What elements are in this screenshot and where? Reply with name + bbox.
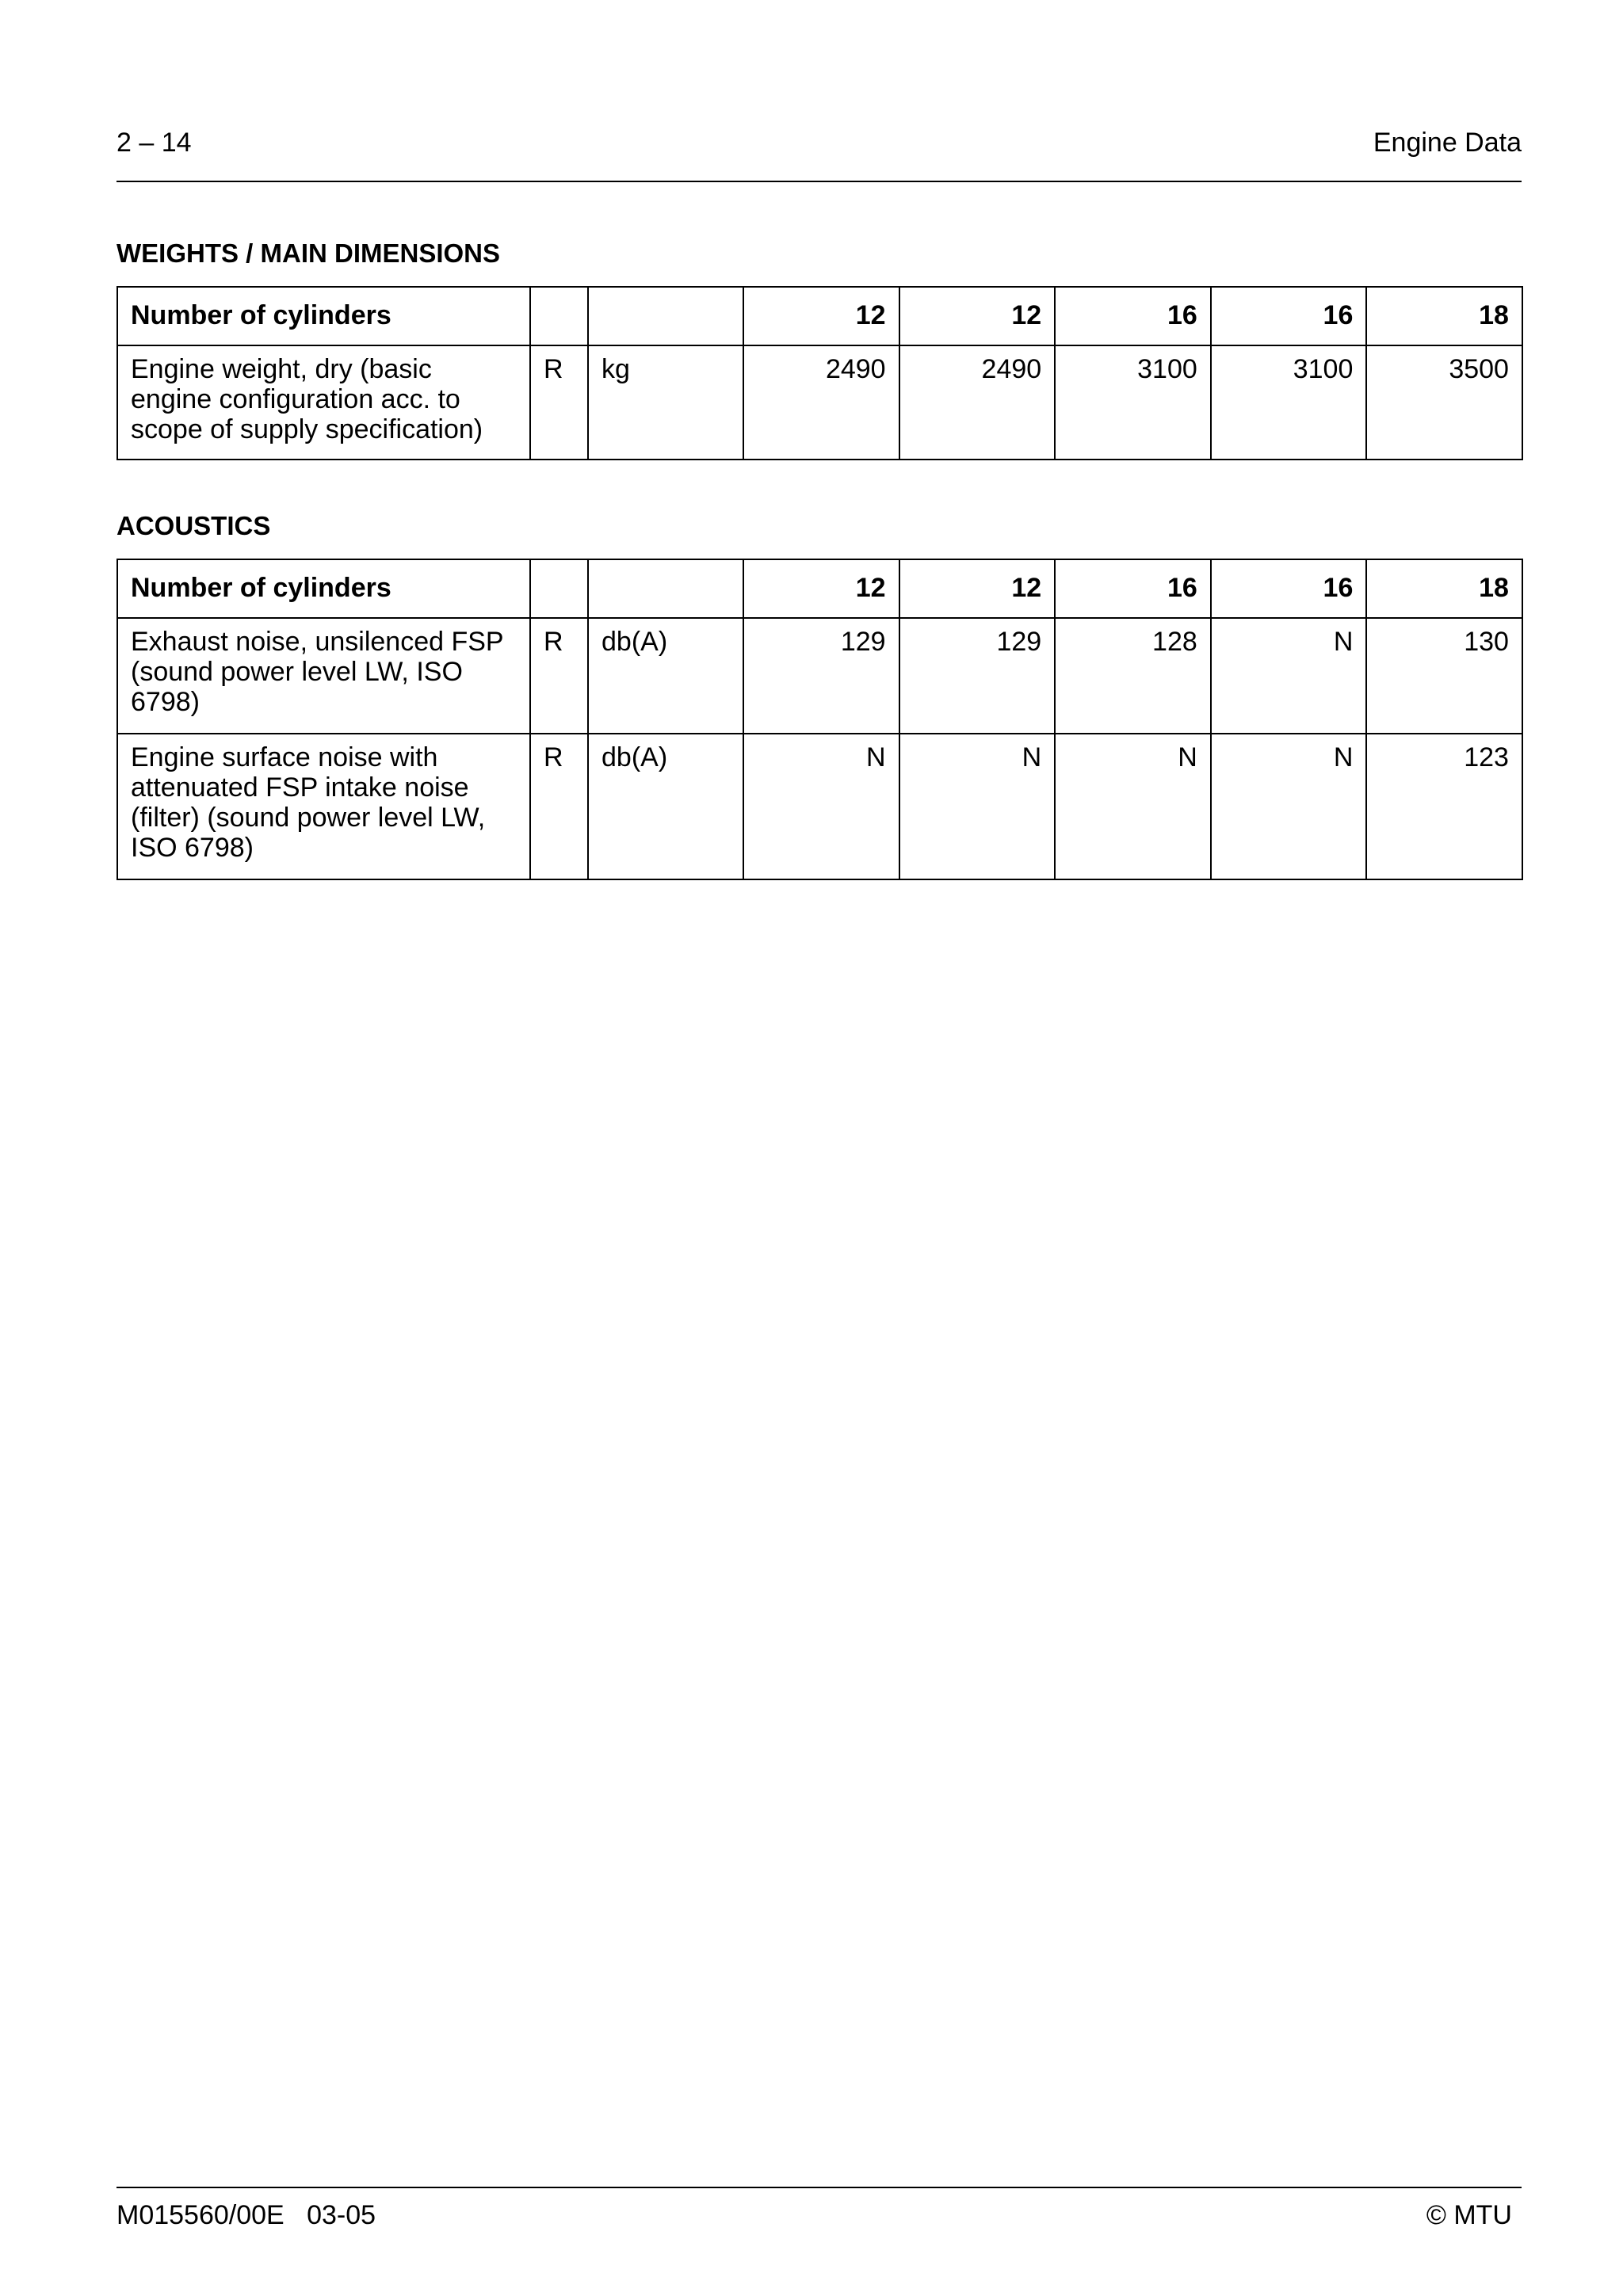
row-value-cell: N [1211, 734, 1367, 879]
page-number: 2 – 14 [116, 128, 192, 158]
footer-document-info [116, 2199, 376, 2231]
header-value-cell: 18 [1366, 559, 1522, 618]
weights-section-title: WEIGHTS / MAIN DIMENSIONS [116, 238, 501, 268]
document-id: M015560/00E [116, 2200, 285, 2230]
header-unit-cell [588, 287, 743, 345]
weights-table [116, 286, 1523, 460]
table-row [117, 618, 1522, 734]
header-value-cell: 12 [899, 559, 1056, 618]
header-rule [116, 181, 1522, 182]
row-value-cell: N [743, 734, 899, 879]
header-value-cell: 16 [1055, 287, 1211, 345]
table-row [117, 345, 1522, 460]
copyright: © MTU [1426, 2200, 1512, 2230]
row-flag-cell: R [530, 734, 588, 879]
row-value-cell: 129 [743, 618, 899, 734]
row-value-cell: 2490 [899, 345, 1056, 460]
row-value-cell: N [1055, 734, 1211, 879]
row-unit-cell: kg [588, 345, 743, 460]
row-flag-cell: R [530, 618, 588, 734]
row-value-cell: 2490 [743, 345, 899, 460]
row-flag-cell: R [530, 345, 588, 460]
row-value-cell: 3100 [1055, 345, 1211, 460]
table-header-row [117, 287, 1522, 345]
table-row [117, 734, 1522, 879]
row-label-cell: Engine surface noise with attenuated FSP intake noise (filter) (sound power level LW, ISO 6798) [117, 734, 530, 879]
header-label-cell: Number of cylinders [117, 287, 530, 345]
row-value-cell: 129 [899, 618, 1056, 734]
section-name: Engine Data [1373, 128, 1522, 158]
row-value-cell: N [899, 734, 1056, 879]
row-value-cell: N [1211, 618, 1367, 734]
header-value-cell: 16 [1211, 287, 1367, 345]
header-value-cell: 16 [1211, 559, 1367, 618]
header-label-cell: Number of cylinders [117, 559, 530, 618]
header-flag-cell [530, 287, 588, 345]
document-date: 03-05 [307, 2200, 376, 2230]
header-unit-cell [588, 559, 743, 618]
footer-rule [116, 2187, 1522, 2188]
header-value-cell: 12 [899, 287, 1056, 345]
row-label-cell: Exhaust noise, unsilenced FSP (sound power level LW, ISO 6798) [117, 618, 530, 734]
row-value-cell: 123 [1366, 734, 1522, 879]
row-unit-cell: db(A) [588, 618, 743, 734]
header-value-cell: 16 [1055, 559, 1211, 618]
row-label-cell: Engine weight, dry (basic engine configuration acc. to scope of supply specification) [117, 345, 530, 460]
header-value-cell: 12 [743, 559, 899, 618]
row-unit-cell: db(A) [588, 734, 743, 879]
row-value-cell: 3500 [1366, 345, 1522, 460]
header-flag-cell [530, 559, 588, 618]
row-value-cell: 3100 [1211, 345, 1367, 460]
table-header-row [117, 559, 1522, 618]
header-value-cell: 18 [1366, 287, 1522, 345]
row-value-cell: 128 [1055, 618, 1211, 734]
acoustics-table [116, 559, 1523, 880]
row-value-cell: 130 [1366, 618, 1522, 734]
header-value-cell: 12 [743, 287, 899, 345]
acoustics-section-title: ACOUSTICS [116, 511, 271, 540]
